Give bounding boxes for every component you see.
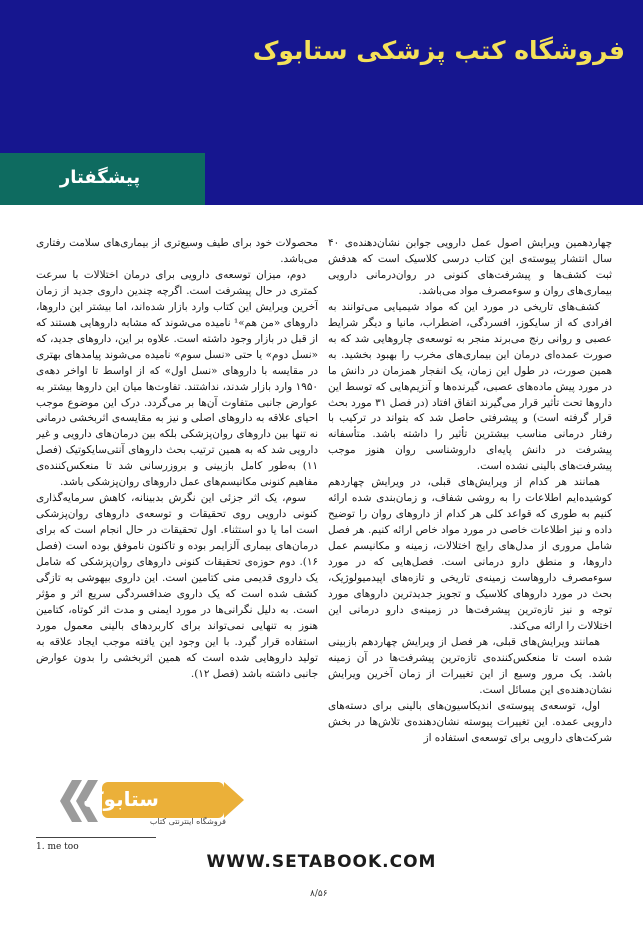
paragraph: همانند ویرایش‌های قبلی، هر فصل از ویرایش چهاردهم بازبینی شده است تا منعکس‌کننده‌ی تازه‌ترین پیشرفت‌ها در آن زمینه باشد. یک مرور وسیع از این تغییرات از زمان آخرین ویرایش نشان‌دهنده‌ی این مسائل است. [328, 635, 612, 696]
logo-tagline: فروشگاه اینترنتی کتاب [149, 817, 226, 826]
paragraph: سوم، یک اثر جزئی این نگرش بدبینانه، کاهش سرمایه‌گذاری کنونی دارویی روی تحقیقات و توسعه‌ی داروهای روان‌پزشکی است اما یا دو استثناء. اول تحقیقات در حال انجام است که برای درمان‌های بیماری آلزایمر بوده و تاکنون ناموفق بوده است (فصل ۱۶). دوم حوزه‌ی تحقیقات کنونی داروهای روان‌پزشکی که شامل یک داروی قدیمی منی کتامین است. این داروی بیهوشی به تازگی کشف شده است که یک داروی ضدافسردگی سریع اثر و مؤثر است. به دلیل نگرانی‌ها در مورد ایمنی و مدت اثر کوتاه، کتامین هنوز به تنهایی نمی‌تواند برای کاربردهای بالینی معمول مورد استفاده قرار گیرد. با این وجود این یافته موجب ایجاد علاقه به تولید داروهایی شده است که همین اثربخشی را بدون عوارض جانبی داشته باشد (فصل ۱۲). [36, 492, 318, 680]
paragraph: کشف‌های تاریخی در مورد این که مواد شیمیایی می‌توانند به افرادی که از سایکوز، افسردگی، اضطراب، مانیا و دیگر شرایط عصبی و روانی رنج می‌برند منجر به توسعه‌ی چاروهایی شد که به صورت عمده‌ای درمان این بیماری‌های مخرب را بهبود بخشید. به همین صورت، در طول این زمان، یک انفجار همزمان در دانش ما در مورد پیش ماده‌های عصبی، گیرنده‌ها و آنزیم‌هایی که توسط این داروها تحت تأثیر قرار می‌گیرند اتفاق افتاد (در فصل ۳۱ مورد بحث قرار گرفته است) و پیشرفتی حاصل شد که بتواند در ترکیب با رفتار درمانی مناسب بیشترین تأثیر را داشته باشد. متأسفانه پیشرفت در دانش پایه‌ای داروشناسی روان هنوز موجب پیشرفت‌های بالینی نشده است. [328, 300, 612, 473]
logo-brand: ستابوک [83, 787, 159, 811]
paragraph: اول، توسعه‌ی پیوسته‌ی اندیکاسیون‌های بالینی برای دسته‌های دارویی عمده. این تغییرات پیوسته نشان‌دهنده‌ی تلاش‌ها در بخش شرکت‌های دارویی برای توسعه‌ی استفاده از [328, 699, 612, 744]
right-column [328, 236, 612, 747]
left-column [36, 236, 318, 824]
store-title: فروشگاه کتب پزشکی ستابوک [252, 36, 625, 65]
paragraph: همانند هر کدام از ویرایش‌های قبلی، در ویرایش چهاردهم کوشیده‌ایم اطلاعات را به روشی شفاف، و زمان‌بندی شده ارائه کنیم به طوری که قواعد کلی هر کدام از داروهای روان را توضیح داده و نیز اطلاعات خاصی در مورد مواد خاص ارائه کنیم. هر فصل شامل مروری از مدل‌های رایج اختلالات، زمینه و مکانیسم عمل داروها، و منطق دارو درمانی است. فصل‌هایی که در مورد سوءمصرف داروهاست زمینه‌ی تاریخی و تازه‌های اپیدمیولوژیک، بحث در مورد داروهای کلاسیک و تجویز جدیدترین داروهای مورد توجه و نیز تازه‌ترین پیشرفت‌ها در زمینه‌ی دارو درمانی این اختلالات را ارائه می‌کند. [328, 476, 612, 632]
section-title: پیشگفتار [59, 167, 141, 188]
paragraph: محصولات خود برای طیف وسیع‌تری از بیماری‌های سلامت رفتاری می‌باشد. [36, 237, 318, 265]
header-band [0, 0, 643, 153]
page-number: ۸/۵۶ [310, 889, 328, 899]
paragraph: چهاردهمین ویرایش اصول عمل دارویی جوابن نشان‌دهنده‌ی ۴۰ سال انتشار پیوسته‌ی این کتاب درسی کلاسیک است که هدفش ثبت کشف‌ها و پیشرفت‌های کنونی در روان‌درمانی دارویی بیماری‌های روان و سوءمصرف مواد می‌باشد. [328, 237, 612, 297]
footnote: 1. me too [36, 842, 79, 852]
site-url[interactable]: WWW.SETABOOK.COM [206, 852, 437, 872]
paragraph: دوم، میزان توسعه‌ی دارویی برای درمان اختلالات با سرعت کمتری در حال پیشرفت است. اگرچه چندین داروی جدید از زمان آخرین ویرایش این کتاب وارد بازار شده‌اند، اما بیشتر این داروها، داروهای «من هم»¹ نامیده می‌شوند که مشابه داروهایی هستند که از قبل در بازار وجود داشته است. علاوه بر این، داروهای جدید، که «نسل دوم» یا حتی «نسل سوم» نامیده می‌شوند پیامدهای بهتری در مقایسه با داروهای «نسل اول» که از اواسط تا اواخر دهه‌ی ۱۹۵۰ وارد بازار شدند، نداشتند. تفاوت‌ها میان این داروها بیشتر به عوارض جانبی متفاوت آن‌ها بر می‌گردد. درک این موضوع موجب احیای علاقه به داروهای اصلی و نیز به مقایسه‌ی اثربخشی درمانی نه تنها بین داروهای روان‌پزشکی بلکه بین درمان‌های دارویی و غیر دارویی شد که به همین ترتیب بحث داروهای آنتی‌سایکوتیک (فصل ۱۱) به‌طور کامل بازبینی و بروزرسانی شد تا منعکس‌کننده‌ی مفاهیم کنونی مکانیسم‌های عمل داروهای روان‌پزشکی باشد. [36, 268, 318, 489]
footnote-rule [36, 837, 156, 838]
